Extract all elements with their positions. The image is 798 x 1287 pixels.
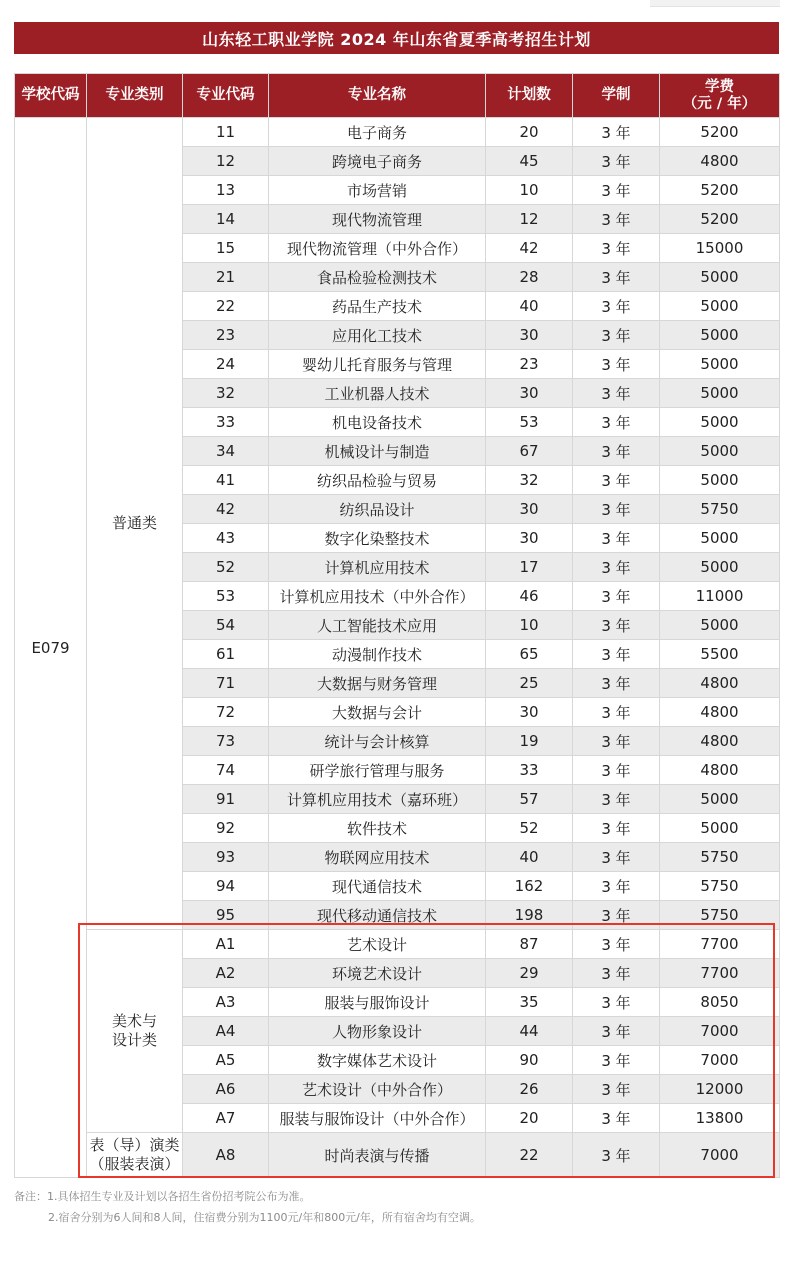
major-code-cell: 91 <box>183 785 269 814</box>
major-code-cell: 42 <box>183 495 269 524</box>
major-name-cell: 时尚表演与传播 <box>269 1133 486 1178</box>
header-category: 专业类别 <box>87 74 183 118</box>
major-code-cell: 43 <box>183 524 269 553</box>
tuition-cell: 5750 <box>660 495 780 524</box>
duration-cell: 3 年 <box>573 234 660 263</box>
table-row <box>15 930 780 959</box>
major-name-cell: 电子商务 <box>269 118 486 147</box>
duration-cell: 3 年 <box>573 147 660 176</box>
major-name-cell: 纺织品检验与贸易 <box>269 466 486 495</box>
duration-cell: 3 年 <box>573 1046 660 1075</box>
major-name-cell: 机械设计与制造 <box>269 437 486 466</box>
major-code-cell: A8 <box>183 1133 269 1178</box>
major-code-cell: 73 <box>183 727 269 756</box>
tuition-cell: 4800 <box>660 698 780 727</box>
tuition-cell: 5750 <box>660 843 780 872</box>
major-code-cell: 14 <box>183 205 269 234</box>
duration-cell: 3 年 <box>573 727 660 756</box>
header-school-code: 学校代码 <box>15 74 87 118</box>
tuition-cell: 11000 <box>660 582 780 611</box>
plan-count-cell: 52 <box>486 814 573 843</box>
category-cell: 美术与 设计类 <box>87 930 183 1133</box>
duration-cell: 3 年 <box>573 205 660 234</box>
major-code-cell: 23 <box>183 321 269 350</box>
duration-cell: 3 年 <box>573 756 660 785</box>
major-name-cell: 计算机应用技术（中外合作） <box>269 582 486 611</box>
plan-count-cell: 162 <box>486 872 573 901</box>
major-name-cell: 现代通信技术 <box>269 872 486 901</box>
tuition-cell: 5000 <box>660 814 780 843</box>
duration-cell: 3 年 <box>573 843 660 872</box>
major-code-cell: A5 <box>183 1046 269 1075</box>
tuition-cell: 12000 <box>660 1075 780 1104</box>
major-name-cell: 婴幼儿托育服务与管理 <box>269 350 486 379</box>
major-code-cell: 12 <box>183 147 269 176</box>
major-code-cell: 74 <box>183 756 269 785</box>
plan-count-cell: 40 <box>486 843 573 872</box>
major-name-cell: 纺织品设计 <box>269 495 486 524</box>
plan-count-cell: 10 <box>486 611 573 640</box>
duration-cell: 3 年 <box>573 350 660 379</box>
tuition-cell: 5000 <box>660 785 780 814</box>
tuition-cell: 5000 <box>660 553 780 582</box>
plan-count-cell: 12 <box>486 205 573 234</box>
major-name-cell: 现代物流管理 <box>269 205 486 234</box>
plan-count-cell: 25 <box>486 669 573 698</box>
header-duration: 学制 <box>573 74 660 118</box>
major-name-cell: 计算机应用技术（嘉环班） <box>269 785 486 814</box>
plan-count-cell: 198 <box>486 901 573 930</box>
major-code-cell: 95 <box>183 901 269 930</box>
table-header-row <box>15 74 780 118</box>
major-name-cell: 人工智能技术应用 <box>269 611 486 640</box>
major-name-cell: 食品检验检测技术 <box>269 263 486 292</box>
plan-count-cell: 20 <box>486 118 573 147</box>
tuition-cell: 5200 <box>660 176 780 205</box>
duration-cell: 3 年 <box>573 176 660 205</box>
footnote-1: 备注：1.具体招生专业及计划以各招生省份招考院公布为准。 <box>14 1190 311 1203</box>
major-name-cell: 物联网应用技术 <box>269 843 486 872</box>
tuition-cell: 5200 <box>660 118 780 147</box>
major-name-cell: 大数据与会计 <box>269 698 486 727</box>
major-code-cell: 53 <box>183 582 269 611</box>
major-name-cell: 软件技术 <box>269 814 486 843</box>
major-name-cell: 服装与服饰设计 <box>269 988 486 1017</box>
major-name-cell: 动漫制作技术 <box>269 640 486 669</box>
duration-cell: 3 年 <box>573 466 660 495</box>
plan-count-cell: 17 <box>486 553 573 582</box>
major-code-cell: 41 <box>183 466 269 495</box>
plan-count-cell: 65 <box>486 640 573 669</box>
major-name-cell: 统计与会计核算 <box>269 727 486 756</box>
major-name-cell: 大数据与财务管理 <box>269 669 486 698</box>
tuition-cell: 4800 <box>660 669 780 698</box>
major-code-cell: A6 <box>183 1075 269 1104</box>
duration-cell: 3 年 <box>573 263 660 292</box>
tuition-cell: 5000 <box>660 466 780 495</box>
tuition-cell: 7000 <box>660 1017 780 1046</box>
tuition-cell: 15000 <box>660 234 780 263</box>
major-code-cell: 24 <box>183 350 269 379</box>
major-code-cell: 71 <box>183 669 269 698</box>
major-name-cell: 工业机器人技术 <box>269 379 486 408</box>
tuition-cell: 5000 <box>660 379 780 408</box>
header-plan-count: 计划数 <box>486 74 573 118</box>
major-name-cell: 计算机应用技术 <box>269 553 486 582</box>
footnotes <box>14 1186 481 1228</box>
plan-count-cell: 87 <box>486 930 573 959</box>
duration-cell: 3 年 <box>573 524 660 553</box>
duration-cell: 3 年 <box>573 669 660 698</box>
plan-count-cell: 57 <box>486 785 573 814</box>
tuition-cell: 8050 <box>660 988 780 1017</box>
plan-count-cell: 30 <box>486 495 573 524</box>
tuition-cell: 5000 <box>660 321 780 350</box>
plan-count-cell: 40 <box>486 292 573 321</box>
major-code-cell: 72 <box>183 698 269 727</box>
plan-count-cell: 20 <box>486 1104 573 1133</box>
tuition-cell: 7000 <box>660 1046 780 1075</box>
plan-count-cell: 22 <box>486 1133 573 1178</box>
major-name-cell: 服装与服饰设计（中外合作） <box>269 1104 486 1133</box>
tuition-cell: 5750 <box>660 872 780 901</box>
major-name-cell: 艺术设计（中外合作） <box>269 1075 486 1104</box>
duration-cell: 3 年 <box>573 321 660 350</box>
duration-cell: 3 年 <box>573 437 660 466</box>
table-row <box>15 118 780 147</box>
duration-cell: 3 年 <box>573 1133 660 1178</box>
major-name-cell: 现代物流管理（中外合作） <box>269 234 486 263</box>
tuition-cell: 5000 <box>660 350 780 379</box>
major-code-cell: 61 <box>183 640 269 669</box>
school-code-cell: E079 <box>15 118 87 1178</box>
header-major-name: 专业名称 <box>269 74 486 118</box>
major-code-cell: 11 <box>183 118 269 147</box>
plan-count-cell: 29 <box>486 959 573 988</box>
tuition-cell: 7000 <box>660 1133 780 1178</box>
major-code-cell: 21 <box>183 263 269 292</box>
major-name-cell: 应用化工技术 <box>269 321 486 350</box>
category-cell: 普通类 <box>87 118 183 930</box>
major-code-cell: A4 <box>183 1017 269 1046</box>
category-cell: 表（导）演类 （服装表演） <box>87 1133 183 1178</box>
major-code-cell: 94 <box>183 872 269 901</box>
page-title: 山东轻工职业学院 2024 年山东省夏季高考招生计划 <box>14 22 779 54</box>
major-name-cell: 现代移动通信技术 <box>269 901 486 930</box>
major-name-cell: 机电设备技术 <box>269 408 486 437</box>
plan-count-cell: 46 <box>486 582 573 611</box>
tuition-cell: 5200 <box>660 205 780 234</box>
duration-cell: 3 年 <box>573 292 660 321</box>
plan-count-cell: 30 <box>486 698 573 727</box>
major-code-cell: 34 <box>183 437 269 466</box>
duration-cell: 3 年 <box>573 698 660 727</box>
major-code-cell: A2 <box>183 959 269 988</box>
tuition-cell: 5000 <box>660 408 780 437</box>
major-name-cell: 数字媒体艺术设计 <box>269 1046 486 1075</box>
top-scroll-strip <box>650 0 780 7</box>
header-tuition-unit: （元 / 年） <box>682 95 757 112</box>
plan-count-cell: 42 <box>486 234 573 263</box>
plan-count-cell: 32 <box>486 466 573 495</box>
major-code-cell: 22 <box>183 292 269 321</box>
table-row <box>15 1133 780 1178</box>
header-tuition-label: 学费 <box>705 78 734 95</box>
tuition-cell: 5000 <box>660 263 780 292</box>
duration-cell: 3 年 <box>573 553 660 582</box>
major-code-cell: 13 <box>183 176 269 205</box>
duration-cell: 3 年 <box>573 408 660 437</box>
tuition-cell: 5000 <box>660 524 780 553</box>
header-tuition <box>660 74 780 118</box>
tuition-cell: 5500 <box>660 640 780 669</box>
major-code-cell: 52 <box>183 553 269 582</box>
major-code-cell: 54 <box>183 611 269 640</box>
plan-count-cell: 26 <box>486 1075 573 1104</box>
major-name-cell: 市场营销 <box>269 176 486 205</box>
major-code-cell: 92 <box>183 814 269 843</box>
duration-cell: 3 年 <box>573 379 660 408</box>
plan-count-cell: 67 <box>486 437 573 466</box>
major-code-cell: A1 <box>183 930 269 959</box>
major-code-cell: 32 <box>183 379 269 408</box>
major-name-cell: 环境艺术设计 <box>269 959 486 988</box>
tuition-cell: 5750 <box>660 901 780 930</box>
plan-count-cell: 30 <box>486 524 573 553</box>
duration-cell: 3 年 <box>573 1017 660 1046</box>
plan-count-cell: 19 <box>486 727 573 756</box>
tuition-cell: 7700 <box>660 959 780 988</box>
duration-cell: 3 年 <box>573 988 660 1017</box>
tuition-cell: 13800 <box>660 1104 780 1133</box>
duration-cell: 3 年 <box>573 611 660 640</box>
major-name-cell: 跨境电子商务 <box>269 147 486 176</box>
duration-cell: 3 年 <box>573 640 660 669</box>
tuition-cell: 5000 <box>660 437 780 466</box>
major-name-cell: 研学旅行管理与服务 <box>269 756 486 785</box>
tuition-cell: 4800 <box>660 727 780 756</box>
duration-cell: 3 年 <box>573 959 660 988</box>
tuition-cell: 5000 <box>660 611 780 640</box>
plan-count-cell: 30 <box>486 379 573 408</box>
plan-count-cell: 90 <box>486 1046 573 1075</box>
major-code-cell: A3 <box>183 988 269 1017</box>
duration-cell: 3 年 <box>573 814 660 843</box>
duration-cell: 3 年 <box>573 495 660 524</box>
major-code-cell: 33 <box>183 408 269 437</box>
tuition-cell: 7700 <box>660 930 780 959</box>
plan-count-cell: 10 <box>486 176 573 205</box>
duration-cell: 3 年 <box>573 785 660 814</box>
duration-cell: 3 年 <box>573 872 660 901</box>
plan-count-cell: 30 <box>486 321 573 350</box>
duration-cell: 3 年 <box>573 118 660 147</box>
plan-count-cell: 33 <box>486 756 573 785</box>
header-major-code: 专业代码 <box>183 74 269 118</box>
major-name-cell: 艺术设计 <box>269 930 486 959</box>
plan-count-cell: 23 <box>486 350 573 379</box>
plan-count-cell: 44 <box>486 1017 573 1046</box>
table-body <box>15 118 780 1178</box>
plan-count-cell: 53 <box>486 408 573 437</box>
duration-cell: 3 年 <box>573 901 660 930</box>
duration-cell: 3 年 <box>573 582 660 611</box>
major-code-cell: 93 <box>183 843 269 872</box>
plan-count-cell: 45 <box>486 147 573 176</box>
major-name-cell: 药品生产技术 <box>269 292 486 321</box>
tuition-cell: 4800 <box>660 756 780 785</box>
duration-cell: 3 年 <box>573 1104 660 1133</box>
tuition-cell: 4800 <box>660 147 780 176</box>
major-name-cell: 人物形象设计 <box>269 1017 486 1046</box>
major-name-cell: 数字化染整技术 <box>269 524 486 553</box>
tuition-cell: 5000 <box>660 292 780 321</box>
major-code-cell: 15 <box>183 234 269 263</box>
plan-count-cell: 35 <box>486 988 573 1017</box>
duration-cell: 3 年 <box>573 1075 660 1104</box>
major-code-cell: A7 <box>183 1104 269 1133</box>
duration-cell: 3 年 <box>573 930 660 959</box>
footnote-2: 2.宿舍分别为6人间和8人间，住宿费分别为1100元/年和800元/年，所有宿舍均有空调。 <box>48 1211 481 1224</box>
plan-count-cell: 28 <box>486 263 573 292</box>
enrollment-plan-table <box>14 73 780 1178</box>
